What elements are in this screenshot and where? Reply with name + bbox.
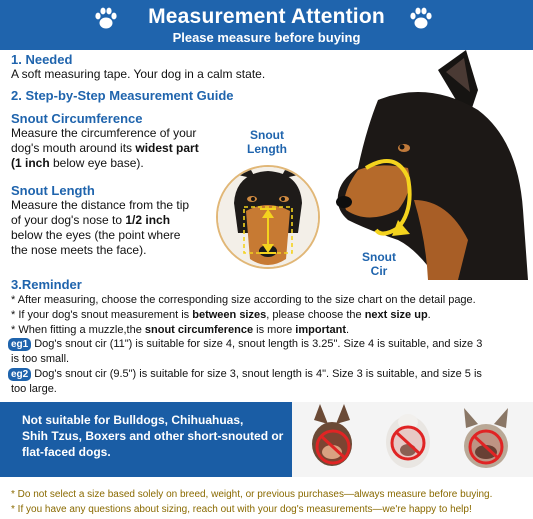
eg2-badge: eg2 <box>8 368 31 381</box>
page-subtitle: Please measure before buying <box>172 30 361 45</box>
dog-front-illustration <box>216 163 320 271</box>
length-line-2: of your dog's nose to 1/2 inch <box>11 213 171 227</box>
warning-banner-text: Not suitable for Bulldogs, Chihuahuas, Shih Tzus, Boxers and other short-snouted or flat-faced dogs. <box>22 413 284 459</box>
length-line-1: Measure the distance from the tip <box>11 198 190 212</box>
section-needed-heading: 1. Needed <box>11 52 73 67</box>
header-bar <box>0 0 533 50</box>
circumference-heading: Snout Circumference <box>11 111 143 126</box>
footer-note-1: * Do not select a size based solely on breed, weight, or previous purchases—always measure before buying. <box>11 489 493 500</box>
eg1-badge: eg1 <box>8 338 31 351</box>
snout-length-label: Snout Length <box>247 128 287 156</box>
circumference-line-1: Measure the circumference of your <box>11 126 197 140</box>
length-line-3: below the eyes (the point where <box>11 228 181 242</box>
length-heading: Snout Length <box>11 183 95 198</box>
circumference-line-3: (1 inch below eye base). <box>11 156 144 170</box>
page-title: Measurement Attention <box>148 5 385 28</box>
example-1-line-2: is too small. <box>11 353 70 365</box>
section-needed-text: A soft measuring tape. Your dog in a calm state. <box>11 67 266 81</box>
prohibited-icon <box>314 428 352 466</box>
snout-cir-label: Snout Cir <box>362 250 396 278</box>
prohibited-icon <box>389 424 427 462</box>
section-guide-heading: 2. Step-by-Step Measurement Guide <box>11 88 234 103</box>
reminder-bullet-3: * When fitting a muzzle,the snout circumference is more important. <box>11 324 350 336</box>
example-2-line-1: eg2 Dog's snout cir (9.5") is suitable for size 3, snout length is 4". Size 3 is suitable, and size 5 is <box>8 367 482 382</box>
example-2-line-2: too large. <box>11 383 57 395</box>
paw-icon <box>408 6 434 32</box>
circumference-line-2: dog's mouth around its widest part <box>11 141 199 155</box>
reminder-bullet-1: * After measuring, choose the corresponding size according to the size chart on the detail page. <box>11 294 476 306</box>
reminder-bullet-2: * If your dog's snout measurement is between sizes, please choose the next size up. <box>11 309 431 321</box>
doberman-profile-illustration <box>318 50 533 280</box>
footer-note-2: * If you have any questions about sizing, reach out with your dog's measurements—we're happy to help! <box>11 504 472 515</box>
example-1-line-1: eg1 Dog's snout cir (11") is suitable for size 4, snout length is 3.25". Size 4 is suitable, and size 3 <box>8 337 482 352</box>
prohibited-icon <box>467 428 505 466</box>
length-line-4: the nose meets the face). <box>11 243 147 257</box>
reminder-heading: 3.Reminder <box>11 277 82 292</box>
